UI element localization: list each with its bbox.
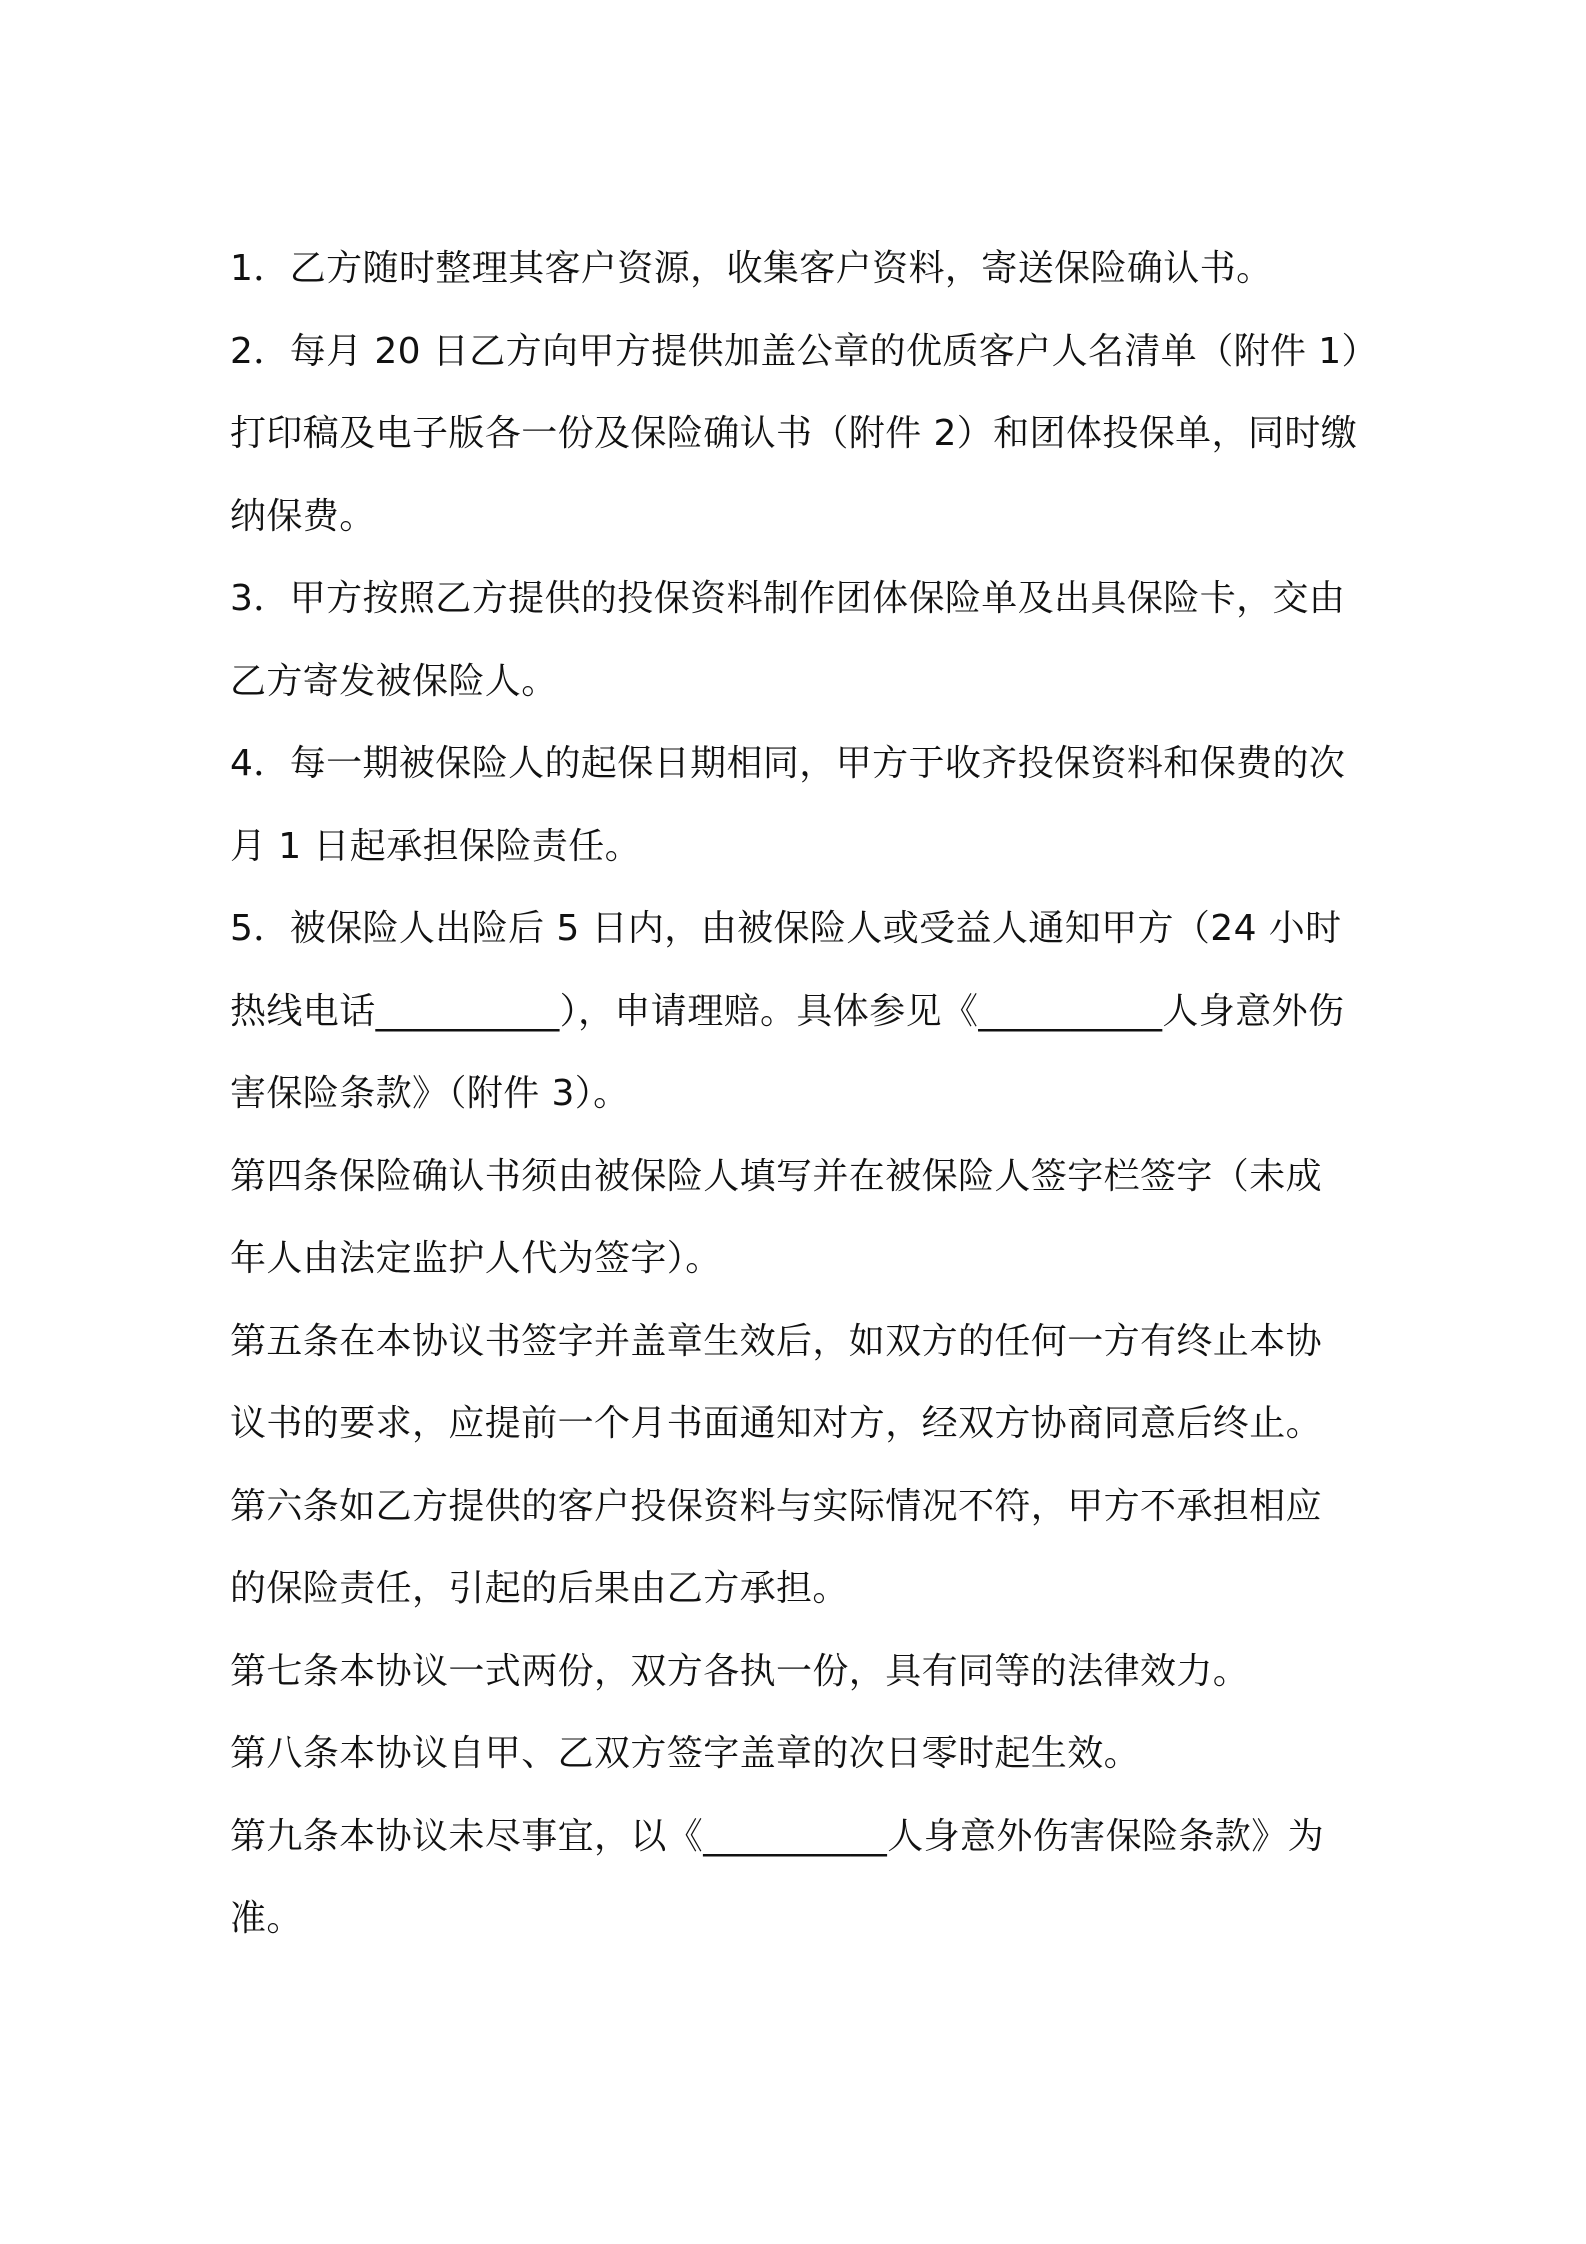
text-line: 乙方寄发被保险人。 (230, 660, 558, 702)
article-9 (230, 1796, 1370, 1961)
text-line: 议书的要求，应提前一个月书面通知对方，经双方协商同意后终止。 (230, 1403, 1323, 1444)
text-line: 月 1 日起承担保险责任。 (230, 825, 641, 867)
text-line: 第四条保险确认书须由被保险人填写并在被保险人签字栏签字（未成 (230, 1155, 1323, 1197)
text-line: 5．被保险人出险后 5 日内，由被保险人或受益人通知甲方（24 小时 (230, 908, 1342, 949)
text-line: 年人由法定监护人代为签字）。 (230, 1238, 722, 1279)
text-line: 热线电话__________），申请理赔。具体参见《__________人身意外伤 (230, 990, 1345, 1032)
clause-item-5 (230, 888, 1370, 1136)
article-6 (230, 1466, 1370, 1631)
document-body (230, 228, 1378, 1961)
clause-item-4 (230, 723, 1370, 888)
text-line: 第五条在本协议书签字并盖章生效后，如双方的任何一方有终止本协 (230, 1320, 1323, 1362)
text-line: 第九条本协议未尽事宜，以《__________人身意外伤害保险条款》为 (230, 1815, 1325, 1857)
text-line: 打印稿及电子版各一份及保险确认书（附件 2）和团体投保单，同时缴 (230, 413, 1358, 454)
clause-item-3 (230, 558, 1370, 723)
article-5 (230, 1301, 1370, 1466)
text-line: 第八条本协议自甲、乙双方签字盖章的次日零时起生效。 (230, 1733, 1141, 1774)
text-line: 第六条如乙方提供的客户投保资料与实际情况不符，甲方不承担相应 (230, 1485, 1323, 1527)
article-7 (230, 1631, 1370, 1714)
text-line: 的保险责任，引起的后果由乙方承担。 (230, 1568, 849, 1609)
text-line: 第七条本协议一式两份，双方各执一份，具有同等的法律效力。 (230, 1650, 1250, 1692)
text-line: 2．每月 20 日乙方向甲方提供加盖公章的优质客户人名清单（附件 1） (230, 330, 1378, 372)
text-line: 1．乙方随时整理其客户资源，收集客户资料，寄送保险确认书。 (230, 248, 1273, 289)
clause-item-2 (230, 311, 1378, 559)
text-line: 害保险条款》（附件 3）。 (230, 1073, 630, 1114)
article-8 (230, 1713, 1370, 1796)
text-line: 准。 (230, 1898, 303, 1939)
text-line: 3．甲方按照乙方提供的投保资料制作团体保险单及出具保险卡，交由 (230, 578, 1346, 619)
article-4 (230, 1136, 1370, 1301)
text-line: 纳保费。 (230, 495, 376, 537)
text-line: 4．每一期被保险人的起保日期相同，甲方于收齐投保资料和保费的次 (230, 743, 1346, 784)
clause-item-1 (230, 228, 1370, 311)
